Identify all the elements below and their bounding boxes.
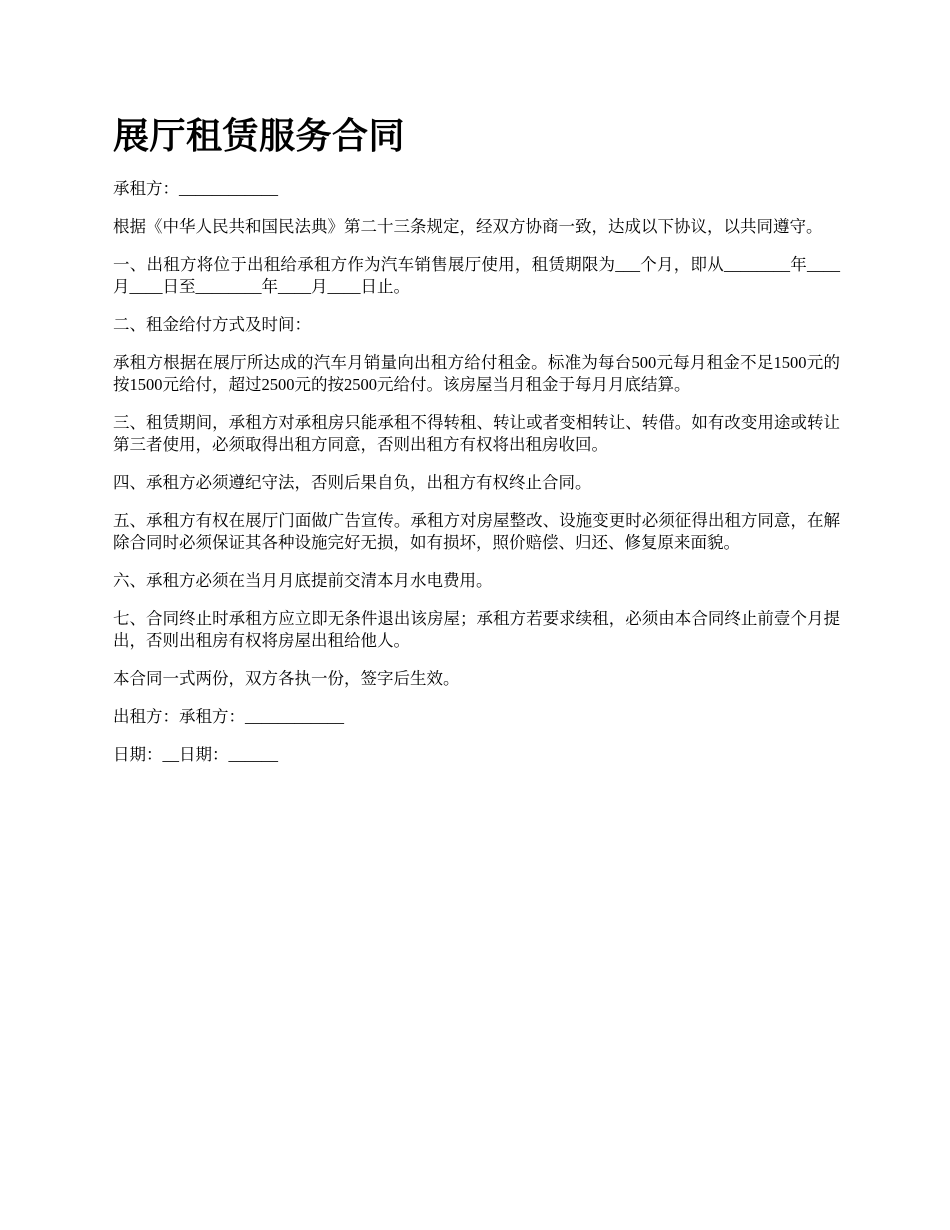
clause-2-heading: 二、租金给付方式及时间：	[113, 315, 311, 334]
signature-line: 出租方：承租方：____________	[113, 707, 344, 726]
lessee-line: 承租方：____________	[113, 179, 278, 198]
clause-1-paragraph: 一、出租方将位于出租给承租方作为汽车销售展厅使用，租赁期限为___个月，即从________年____月____日至________年____月____日止。	[113, 255, 840, 296]
date-line: 日期：__日期：______	[113, 745, 278, 764]
rent-payment-paragraph: 承租方根据在展厅所达成的汽车月销量向出租方给付租金。标准为每台500元每月租金不足1500元的按1500元给付，超过2500元的按2500元给付。该房屋当月租金于每月月底结算。	[113, 353, 840, 394]
document-title: 展厅租赁服务合同	[113, 116, 406, 156]
clause-3-paragraph: 三、租赁期间，承租方对承租房只能承租不得转租、转让或者变相转让、转借。如有改变用途或转让第三者使用，必须取得出租方同意，否则出租方有权将出租房收回。	[113, 413, 840, 454]
copies-paragraph: 本合同一式两份，双方各执一份，签字后生效。	[113, 669, 460, 688]
clause-4-paragraph: 四、承租方必须遵纪守法，否则后果自负，出租方有权终止合同。	[113, 473, 592, 492]
preamble-paragraph: 根据《中华人民共和国民法典》第二十三条规定，经双方协商一致，达成以下协议，以共同遵守。	[113, 217, 823, 236]
contract-document	[113, 112, 840, 782]
clause-5-paragraph: 五、承租方有权在展厅门面做广告宣传。承租方对房屋整改、设施变更时必须征得出租方同意，在解除合同时必须保证其各种设施完好无损，如有损坏，照价赔偿、归还、修复原来面貌。	[113, 511, 840, 552]
clause-7-paragraph: 七、合同终止时承租方应立即无条件退出该房屋；承租方若要求续租，必须由本合同终止前壹个月提出，否则出租房有权将房屋出租给他人。	[113, 609, 840, 650]
clause-6-paragraph: 六、承租方必须在当月月底提前交清本月水电费用。	[113, 571, 493, 590]
